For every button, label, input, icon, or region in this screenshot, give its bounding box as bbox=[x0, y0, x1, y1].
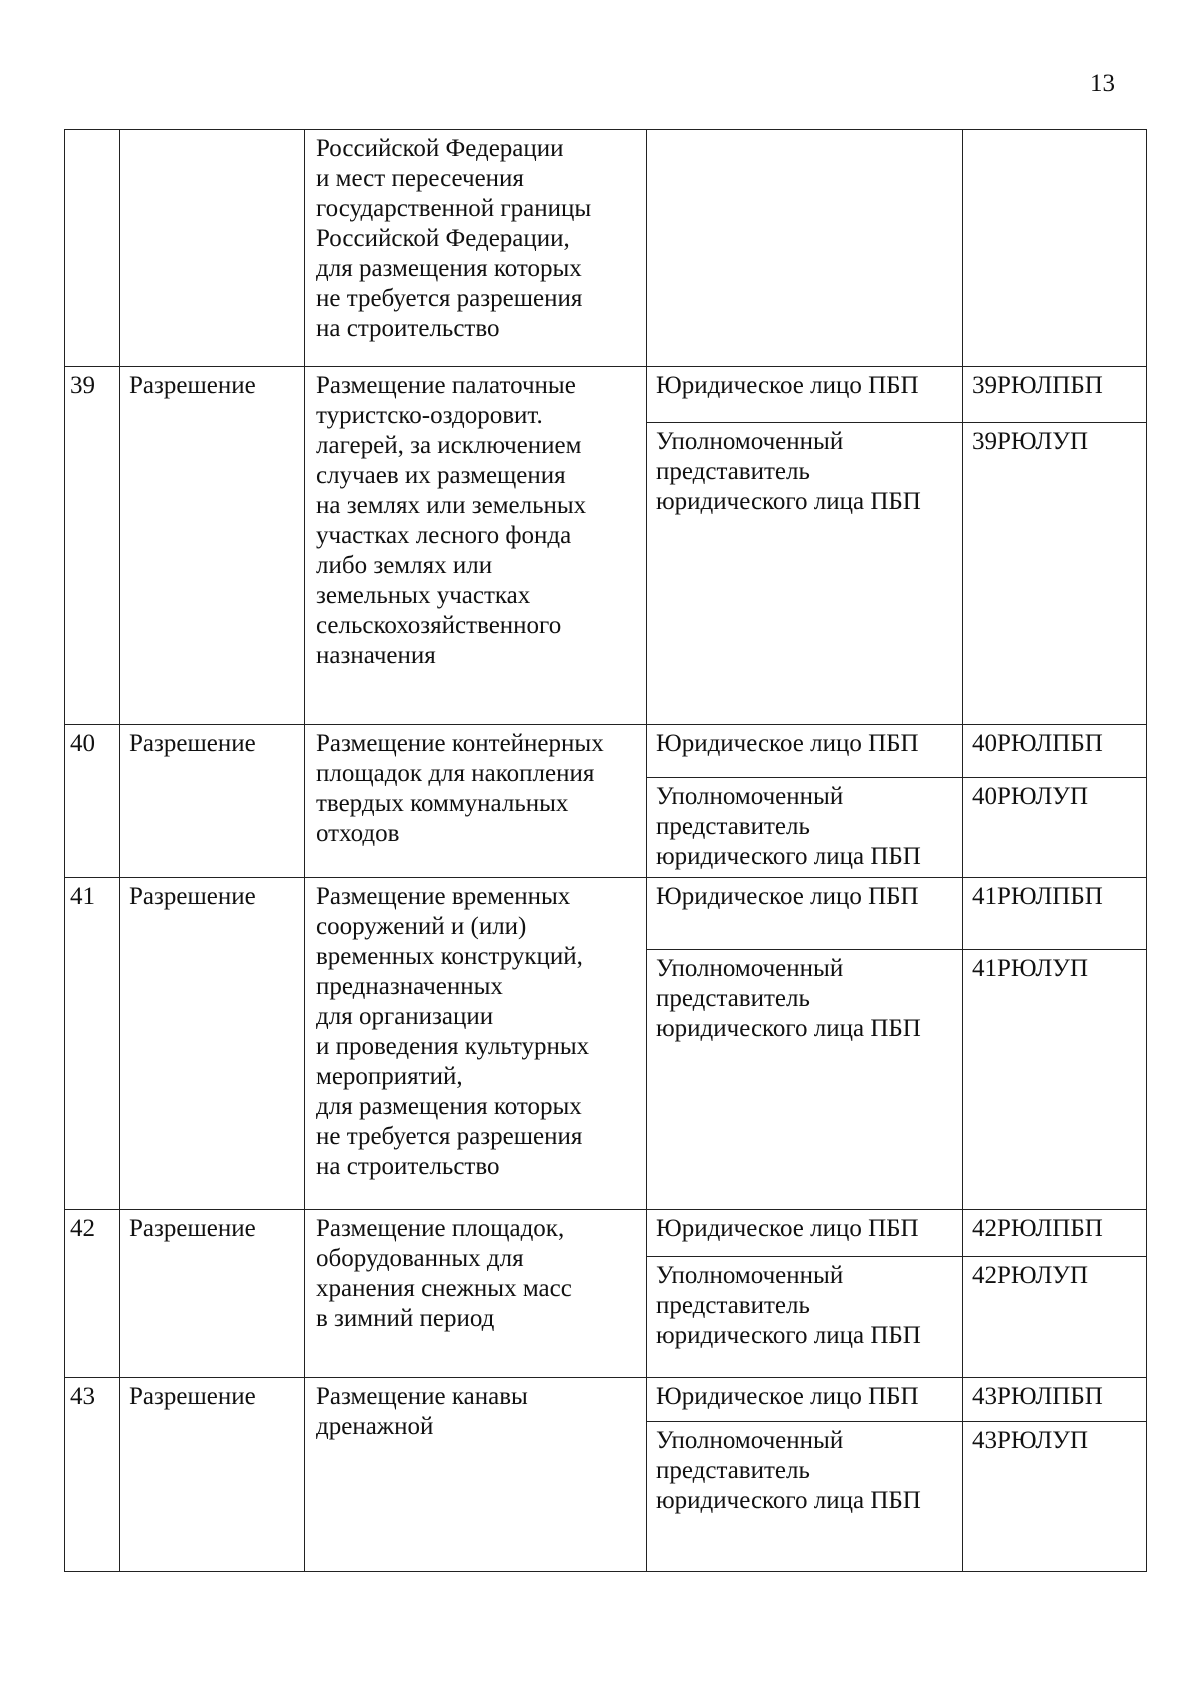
table-row bbox=[65, 878, 1147, 950]
code-cell: 41РЮЛУП bbox=[963, 950, 1147, 1210]
num-cell: 42 bbox=[65, 1210, 120, 1378]
code-cell: 43РЮЛУП bbox=[963, 1422, 1147, 1572]
subject-cell bbox=[647, 778, 963, 878]
description-text: Размещение канавы дренажной bbox=[316, 1383, 528, 1440]
page-number: 13 bbox=[1090, 70, 1115, 97]
table-row-continuation bbox=[65, 130, 1147, 367]
description-cell bbox=[305, 1378, 647, 1572]
subject-text: Уполномоченный представитель юридического лица ПБП bbox=[656, 1427, 921, 1514]
subject-text: Уполномоченный представитель юридического лица ПБП bbox=[656, 428, 921, 515]
num-cell: 41 bbox=[65, 878, 120, 1210]
code-cell: 40РЮЛУП bbox=[963, 778, 1147, 878]
table-row bbox=[65, 1210, 1147, 1257]
type-cell: Разрешение bbox=[120, 367, 305, 725]
type-cell: Разрешение bbox=[120, 878, 305, 1210]
type-cell: Разрешение bbox=[120, 725, 305, 878]
description-text: Размещение палаточные туристско-оздоровит. лагерей, за исключением случаев их размещения на землях или земельных участках лесного фонда либо землях или земельных участках сельскохозяйственного назначения bbox=[316, 372, 587, 669]
subject-cell bbox=[647, 950, 963, 1210]
description-cell bbox=[305, 367, 647, 725]
subject-cell bbox=[647, 423, 963, 725]
num-cell: 40 bbox=[65, 725, 120, 878]
subject-cell bbox=[647, 725, 963, 778]
code-cell: 40РЮЛПБП bbox=[963, 725, 1147, 778]
code-cell: 39РЮЛУП bbox=[963, 423, 1147, 725]
num-cell: 39 bbox=[65, 367, 120, 725]
subject-text: Юридическое лицо ПБП bbox=[656, 883, 919, 910]
subject-cell bbox=[647, 1378, 963, 1422]
type-cell: Разрешение bbox=[120, 1378, 305, 1572]
subject-text: Юридическое лицо ПБП bbox=[656, 1383, 919, 1410]
services-table bbox=[64, 129, 1147, 1572]
subject-text: Уполномоченный представитель юридического лица ПБП bbox=[656, 783, 921, 870]
num-cell bbox=[65, 130, 120, 367]
code-cell bbox=[963, 130, 1147, 367]
table-row bbox=[65, 1378, 1147, 1422]
description-cell bbox=[305, 878, 647, 1210]
type-cell: Разрешение bbox=[120, 1210, 305, 1378]
subject-cell bbox=[647, 130, 963, 367]
subject-text: Юридическое лицо ПБП bbox=[656, 1215, 919, 1242]
table-row bbox=[65, 367, 1147, 423]
type-cell bbox=[120, 130, 305, 367]
subject-text: Уполномоченный представитель юридического лица ПБП bbox=[656, 955, 921, 1042]
table-row bbox=[65, 725, 1147, 778]
subject-text: Уполномоченный представитель юридического лица ПБП bbox=[656, 1262, 921, 1349]
num-cell: 43 bbox=[65, 1378, 120, 1572]
code-cell: 42РЮЛУП bbox=[963, 1257, 1147, 1378]
code-cell: 43РЮЛПБП bbox=[963, 1378, 1147, 1422]
code-cell: 41РЮЛПБП bbox=[963, 878, 1147, 950]
description-cell bbox=[305, 1210, 647, 1378]
subject-cell bbox=[647, 1257, 963, 1378]
description-text: Размещение площадок, оборудованных для хранения снежных масс в зимний период bbox=[316, 1215, 572, 1332]
code-cell: 39РЮЛПБП bbox=[963, 367, 1147, 423]
subject-text: Юридическое лицо ПБП bbox=[656, 730, 919, 757]
description-cell bbox=[305, 725, 647, 878]
subject-text: Юридическое лицо ПБП bbox=[656, 372, 919, 399]
description-cell bbox=[305, 130, 647, 367]
subject-cell bbox=[647, 1210, 963, 1257]
subject-cell bbox=[647, 367, 963, 423]
subject-cell bbox=[647, 1422, 963, 1572]
description-text: Размещение временных сооружений и (или) временных конструкций, предназначенных для организации и проведения культурных мероприятий, для размещения которых не требуется разрешения на строительство bbox=[316, 883, 590, 1180]
description-text: Российской Федерации и мест пересечения государственной границы Российской Федерации, для размещения которых не требуется разрешения на строительство bbox=[316, 135, 592, 342]
code-cell: 42РЮЛПБП bbox=[963, 1210, 1147, 1257]
description-text: Размещение контейнерных площадок для накопления твердых коммунальных отходов bbox=[316, 730, 604, 847]
subject-cell bbox=[647, 878, 963, 950]
